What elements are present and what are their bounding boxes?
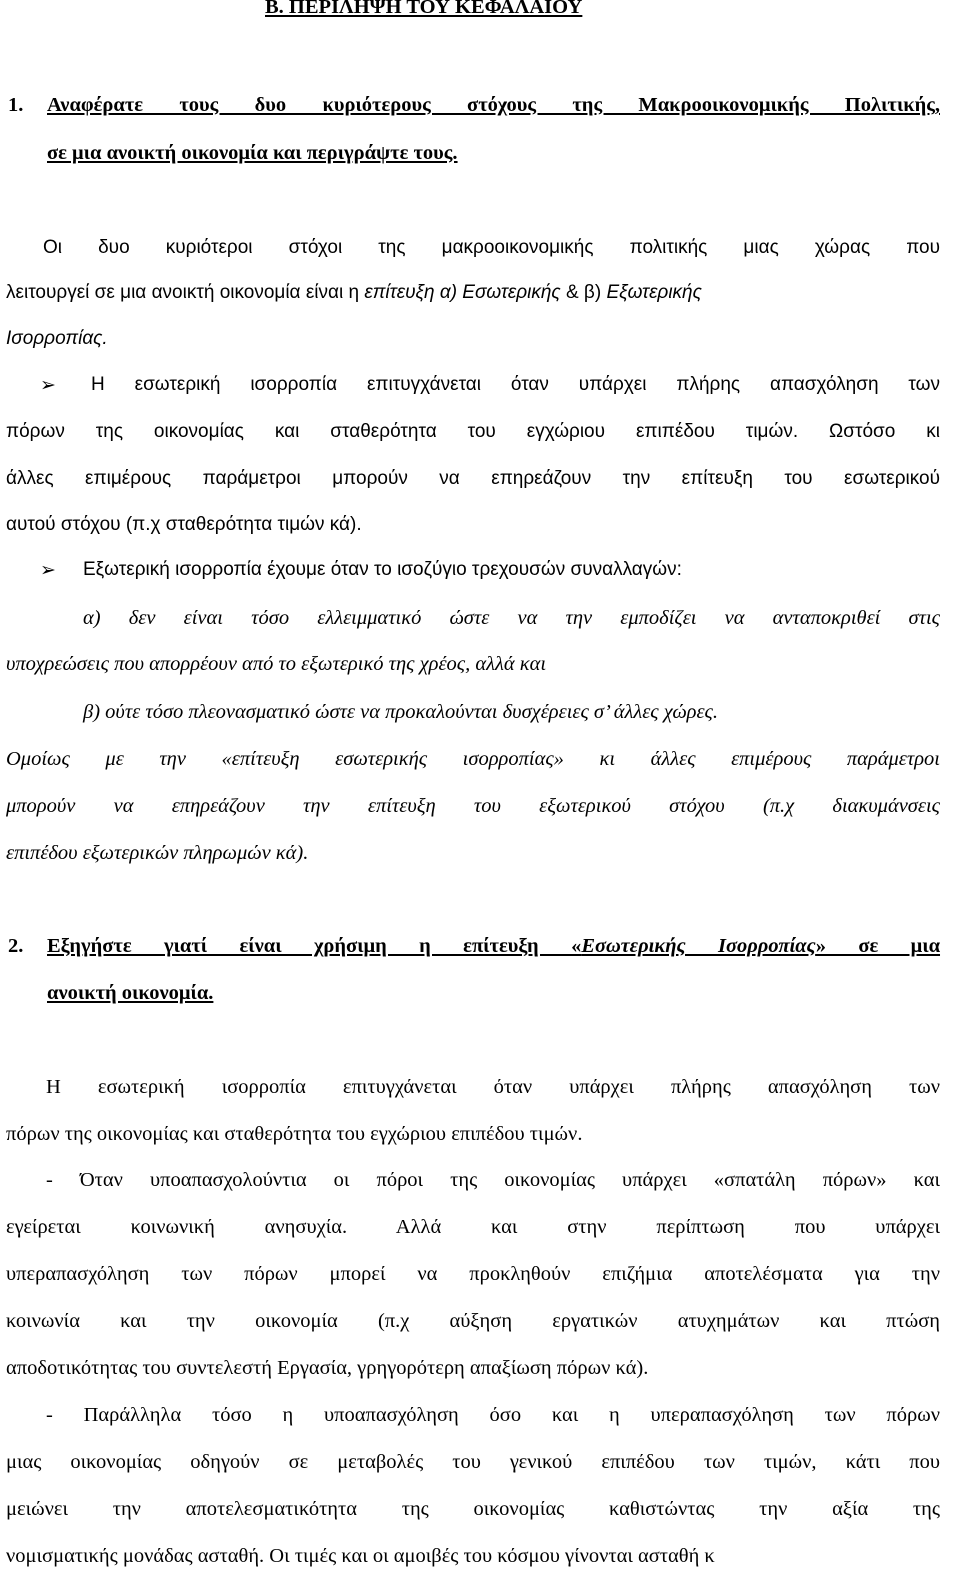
bullet-2-line-4: β) ούτε τόσο πλεονασματικό ώστε να προκαλούνται δυσχέρειες σ’ άλλες χώρες. — [83, 701, 718, 723]
arrow-bullet-icon: ➢ — [40, 374, 56, 396]
answer-2-line-11: νομισματικής μονάδας ασταθή. Οι τιμές και οι αμοιβές του κόσμου γίνονται ασταθή κ — [6, 1545, 715, 1567]
bullet-2-line-3: υποχρεώσεις που απορρέουν από το εξωτερικό της χρέος, αλλά και — [6, 653, 547, 675]
question-1-line-1: Αναφέρατε τους δυο κυριότερους στόχους της Μακροοικονομικής Πολιτικής, — [47, 94, 940, 116]
bullet-2-line-7: επιπέδου εξωτερικών πληρωμών κά). — [6, 842, 309, 864]
bullet-2-line-6: μπορούν να επηρεάζουν την επίτευξη του εξωτερικού στόχου (π.χ διακυμάνσεις — [6, 795, 940, 817]
bullet-1-line-2: πόρων της οικονομίας και σταθερότητα του εγχώριου επιπέδου τιμών. Ωστόσο κι — [6, 421, 940, 442]
answer-1-intro-line-3: Ισορροπίας. — [6, 328, 108, 349]
section-title-text: Β. ΠΕΡΙΛΗΨΗ ΤΟΥ ΚΕΦΑΛΑΙΟΥ — [265, 0, 583, 18]
bullet-1-line-1: Η εσωτερική ισορροπία επιτυγχάνεται όταν υπάρχει πλήρης απασχόληση των — [91, 374, 940, 395]
answer-2-line-10: μειώνει την αποτελεσματικότητα της οικονομίας καθιστώντας την αξία της — [6, 1498, 940, 1520]
bullet-2-line-5: Ομοίως με την «επίτευξη εσωτερικής ισορροπίας» κι άλλες επιμέρους παράμετροι — [6, 748, 940, 770]
answer-2-line-7: αποδοτικότητας του συντελεστή Εργασία, γρηγορότερη απαξίωση πόρων κά). — [6, 1357, 649, 1379]
bullet-1-line-4: αυτού στόχου (π.χ σταθερότητα τιμών κά). — [6, 514, 362, 535]
answer-2-line-5: υπεραπασχόληση των πόρων μπορεί να προκληθούν επιζήμια αποτελέσματα για την — [6, 1263, 940, 1285]
question-2-number: 2. — [8, 935, 24, 957]
answer-2-line-3: - Όταν υποαπασχολούντια οι πόροι της οικονομίας υπάρχει «σπατάλη πόρων» και — [46, 1169, 940, 1191]
arrow-bullet-icon: ➢ — [40, 559, 56, 581]
question-2-line-1: Εξηγήστε γιατί είναι χρήσιμη η επίτευξη «Εσωτερικής Ισορροπίας» σε μια — [47, 935, 941, 957]
question-1-number: 1. — [8, 94, 24, 116]
answer-2-line-6: κοινωνία και την οικονομία (π.χ αύξηση εργατικών ατυχημάτων και πτώση — [6, 1310, 940, 1332]
answer-2-line-4: εγείρεται κοινωνική ανησυχία. Αλλά και στην περίπτωση που υπάρχει — [6, 1216, 940, 1238]
answer-2-line-2: πόρων της οικονομίας και σταθερότητα του εγχώριου επιπέδου τιμών. — [6, 1123, 583, 1145]
answer-1-intro-line-1: Οι δυο κυριότεροι στόχοι της μακροοικονομικής πολιτικής μιας χώρας που — [43, 237, 940, 258]
answer-2-line-9: μιας οικονομίας οδηγούν σε μεταβολές του γενικού επιπέδου των τιμών, κάτι που — [6, 1451, 940, 1473]
answer-2-line-8: - Παράλληλα τόσο η υποαπασχόληση όσο και η υπεραπασχόληση των πόρων — [46, 1404, 940, 1426]
question-2-line-2: ανοικτή οικονομία. — [47, 982, 214, 1004]
bullet-2-line-2: α) δεν είναι τόσο ελλειμματικό ώστε να την εμποδίζει να ανταποκριθεί στις — [83, 607, 940, 629]
question-1-line-2: σε μια ανοικτή οικονομία και περιγράψτε τους. — [47, 142, 458, 164]
section-title — [265, 0, 582, 20]
answer-2-line-1: Η εσωτερική ισορροπία επιτυγχάνεται όταν υπάρχει πλήρης απασχόληση των — [46, 1076, 940, 1098]
answer-1-intro-line-2: λειτουργεί σε μια ανοικτή οικονομία είναι η επίτευξη α) Εσωτερικής & β) Εξωτερικής — [6, 282, 702, 303]
bullet-2-line-1: Εξωτερική ισορροπία έχουμε όταν το ισοζύγιο τρεχουσών συναλλαγών: — [83, 559, 682, 580]
bullet-1-line-3: άλλες επιμέρους παράμετροι μπορούν να επηρεάζουν την επίτευξη του εσωτερικού — [6, 468, 940, 489]
